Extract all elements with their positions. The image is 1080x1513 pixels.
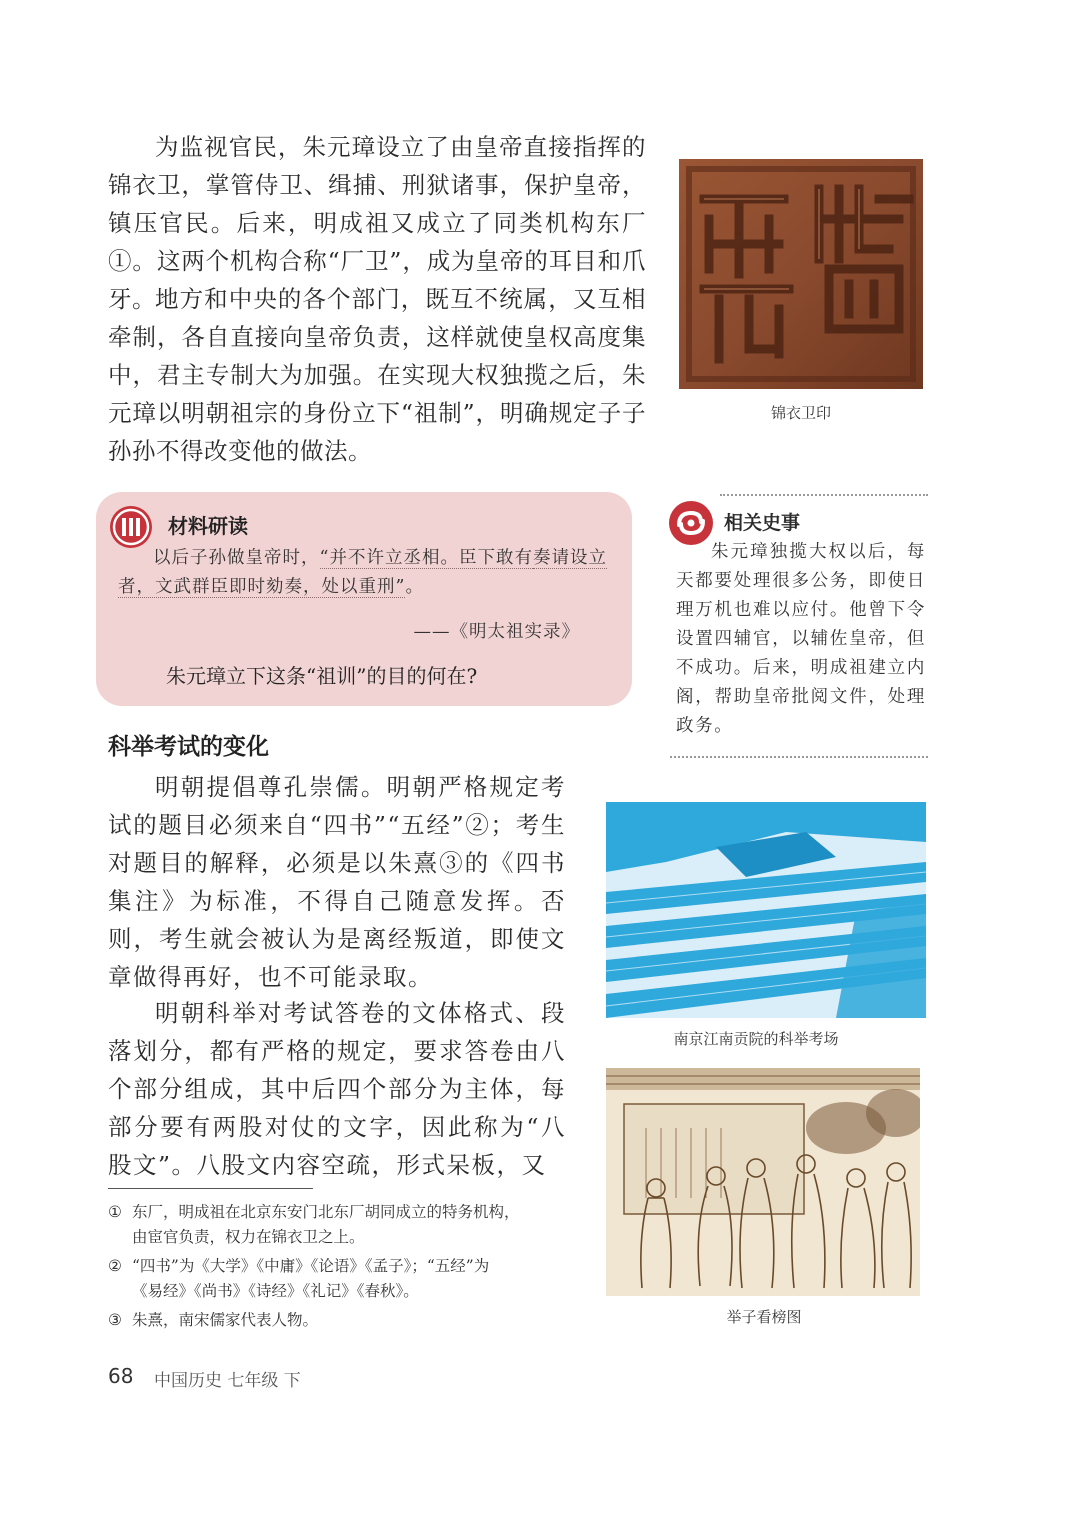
notice-board-illustration bbox=[606, 1068, 920, 1296]
seal-caption: 锦衣卫印 bbox=[770, 404, 831, 422]
footnote-1-num: ① bbox=[108, 1203, 122, 1221]
related-box-title: 相关史事 bbox=[724, 512, 801, 534]
seal-illustration bbox=[679, 159, 923, 389]
footnote-1 bbox=[108, 1200, 598, 1250]
footnote-rule bbox=[108, 1188, 313, 1189]
footnote-1-cont: 由宦官负责，权力在锦衣卫之上。 bbox=[132, 1228, 365, 1246]
quote-dotted-1: “并不许立丞相。臣下敢有 bbox=[319, 548, 533, 568]
seal-image bbox=[679, 159, 923, 389]
material-source: ——《明太祖实录》 bbox=[413, 622, 580, 642]
footnote-2-num: ② bbox=[108, 1257, 122, 1275]
related-box-top-rule bbox=[720, 494, 928, 496]
footnote-3-num: ③ bbox=[108, 1311, 122, 1329]
book-title: 中国历史 七年级 下 bbox=[154, 1371, 301, 1391]
footnote-2 bbox=[108, 1254, 598, 1304]
related-box-bottom-rule bbox=[670, 756, 928, 758]
related-history-box bbox=[670, 494, 928, 758]
footnote-3 bbox=[108, 1308, 598, 1333]
paragraph-centralization: 地方和中央的各个部门，既互不统属，又互相牵制，各自直接向皇帝负责，这样就使皇权高度集中，君主专制大为加强。在实现大权独揽之后，朱元璋以明朝祖宗的身份立下“祖制”，明确规定子子孙孙不得改变他的做法。 bbox=[108, 285, 646, 465]
quote-lead: 以后子孙做皇帝时， bbox=[153, 548, 320, 568]
exam-hall-image bbox=[606, 802, 926, 1018]
paragraph-confucian: 明朝提倡尊孔崇儒。明朝严格规定考试的题目必须来自“四书”“五经”②；考生对题目的解释，必须是以朱熹③的《四书集注》为标准，不得自己随意发挥。否则，考生就会被认为是离经叛道，即使文章做得再好，也不可能录取。 bbox=[108, 773, 566, 991]
paragraph-eight-legged: 明朝科举对考试答卷的文体格式、段落划分，都有严格的规定，要求答卷由八个部分组成，其中后四个部分为主体，每部分要有两股对仗的文字，因此称为“八股文”。八股文内容空疏，形式呆板，又 bbox=[108, 999, 566, 1179]
footnote-1-text: 东厂，明成祖在北京东安门北东厂胡同成立的特务机构， bbox=[132, 1203, 520, 1221]
material-reading-box bbox=[96, 492, 632, 706]
notice-board-image bbox=[606, 1068, 920, 1296]
material-quote bbox=[118, 544, 618, 602]
pillars-icon bbox=[110, 506, 152, 548]
exam-hall-caption: 南京江南贡院的科举考场 bbox=[673, 1030, 839, 1048]
notice-board-caption: 举子看榜图 bbox=[726, 1308, 802, 1326]
page-number: 68 bbox=[108, 1364, 134, 1388]
quote-end: 。 bbox=[405, 577, 424, 597]
exam-hall-illustration bbox=[606, 802, 926, 1018]
quote-dotted-2: 奏请设立者，文武群臣即时劾奏，处以重刑” bbox=[118, 548, 607, 597]
footnote-3-text: 朱熹，南宋儒家代表人物。 bbox=[132, 1311, 319, 1329]
material-box-title: 材料研读 bbox=[168, 514, 248, 538]
footnote-2-text: “四书”为《大学》《中庸》《论语》《孟子》；“五经”为 bbox=[132, 1257, 490, 1275]
section-heading: 科举考试的变化 bbox=[108, 734, 269, 760]
paragraph-jinyiwei: 为监视官民，朱元璋设立了由皇帝直接指挥的锦衣卫，掌管侍卫、缉捕、刑狱诸事，保护皇帝，镇压官民。后来，明成祖又成立了同类机构东厂①。这两个机构合称“厂卫”，成为皇帝的耳目和爪牙。 bbox=[108, 133, 646, 313]
footnote-2-cont: 《易经》《尚书》《诗经》《礼记》《春秋》。 bbox=[132, 1282, 419, 1300]
material-question: 朱元璋立下这条“祖训”的目的何在? bbox=[166, 664, 478, 688]
related-box-body: 朱元璋独揽大权以后，每天都要处理很多公务，即使日理万机也难以应付。他曾下令设置四辅官，以辅佐皇帝，但不成功。后来，明成祖建立内阁，帮助皇帝批阅文件，处理政务。 bbox=[676, 542, 926, 736]
